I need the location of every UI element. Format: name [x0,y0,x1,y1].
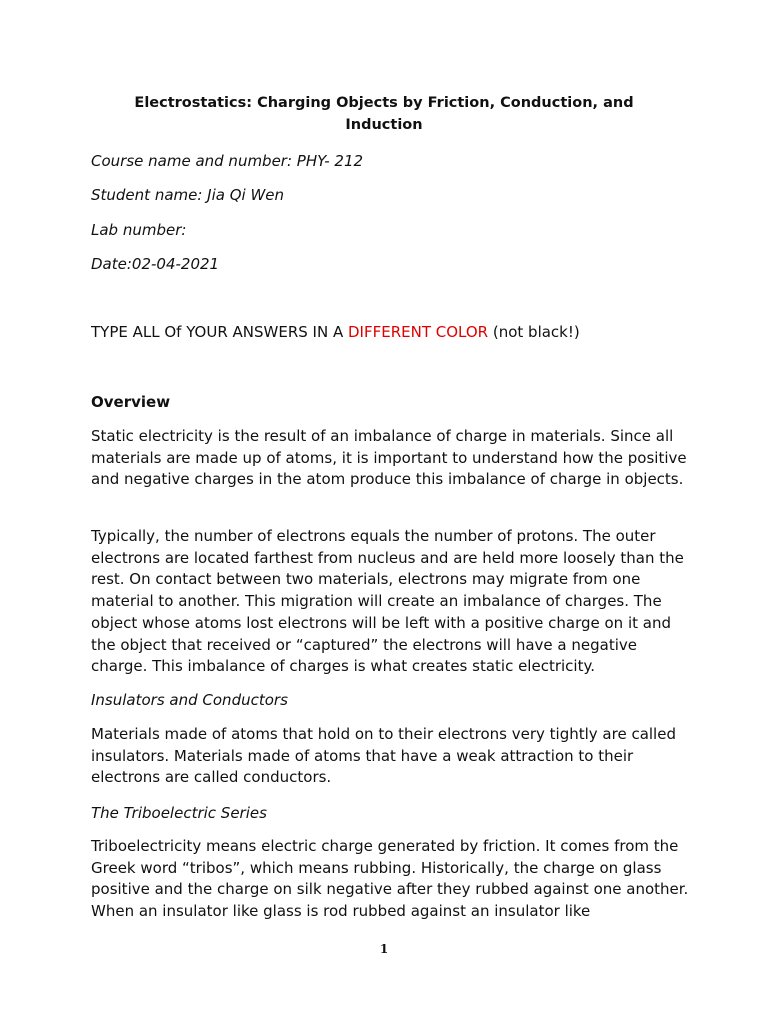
paragraph-insulators: Materials made of atoms that hold on to their electrons very tightly are called insulators. Materials made of atoms that have a weak attraction to their electrons are called conductors. [91,725,676,787]
course-line: Course name and number: PHY- 212 [91,152,364,170]
instruction-prefix: TYPE ALL Of YOUR ANSWERS IN A [91,323,348,341]
lab-number-line: Lab number: [91,221,187,239]
instruction-line [91,321,580,343]
overview-heading: Overview [91,393,171,411]
instruction-suffix: (not black!) [488,323,580,341]
subheading-insulators: Insulators and Conductors [91,691,288,709]
date-line: Date:02-04-2021 [91,255,220,273]
paragraph-static-electricity: Static electricity is the result of an imbalance of charge in materials. Since all materials are made up of atoms, it is important to understand how the positive and negative charges in the atom produce this imbalance of charge in objects. [91,427,687,489]
subheading-triboelectric: The Triboelectric Series [91,804,267,822]
paragraph-electrons: Typically, the number of electrons equals the number of protons. The outer electrons are located farthest from nucleus and are held more loosely than the rest. On contact between two materials, electrons may migrate from one material to another. This migration will create an imbalance of charges. The object whose atoms lost electrons will be left with a positive charge on it and the object that received or “captured” the electrons will have a negative charge. This imbalance of charges is what creates static electricity. [91,527,684,676]
paragraph-triboelectric: Triboelectricity means electric charge generated by friction. It comes from the Greek word “tribos”, which means rubbing. Historically, the charge on glass positive and the charge on silk negative after they rubbed against one another. When an insulator like glass is rod rubbed against an insulator like [91,837,689,921]
page-number: 1 [379,942,389,956]
student-line: Student name: Jia Qi Wen [91,186,285,204]
document-title: Electrostatics: Charging Objects by Friction, Conduction, and Induction [134,95,634,133]
instruction-highlight: DIFFERENT COLOR [348,323,489,341]
